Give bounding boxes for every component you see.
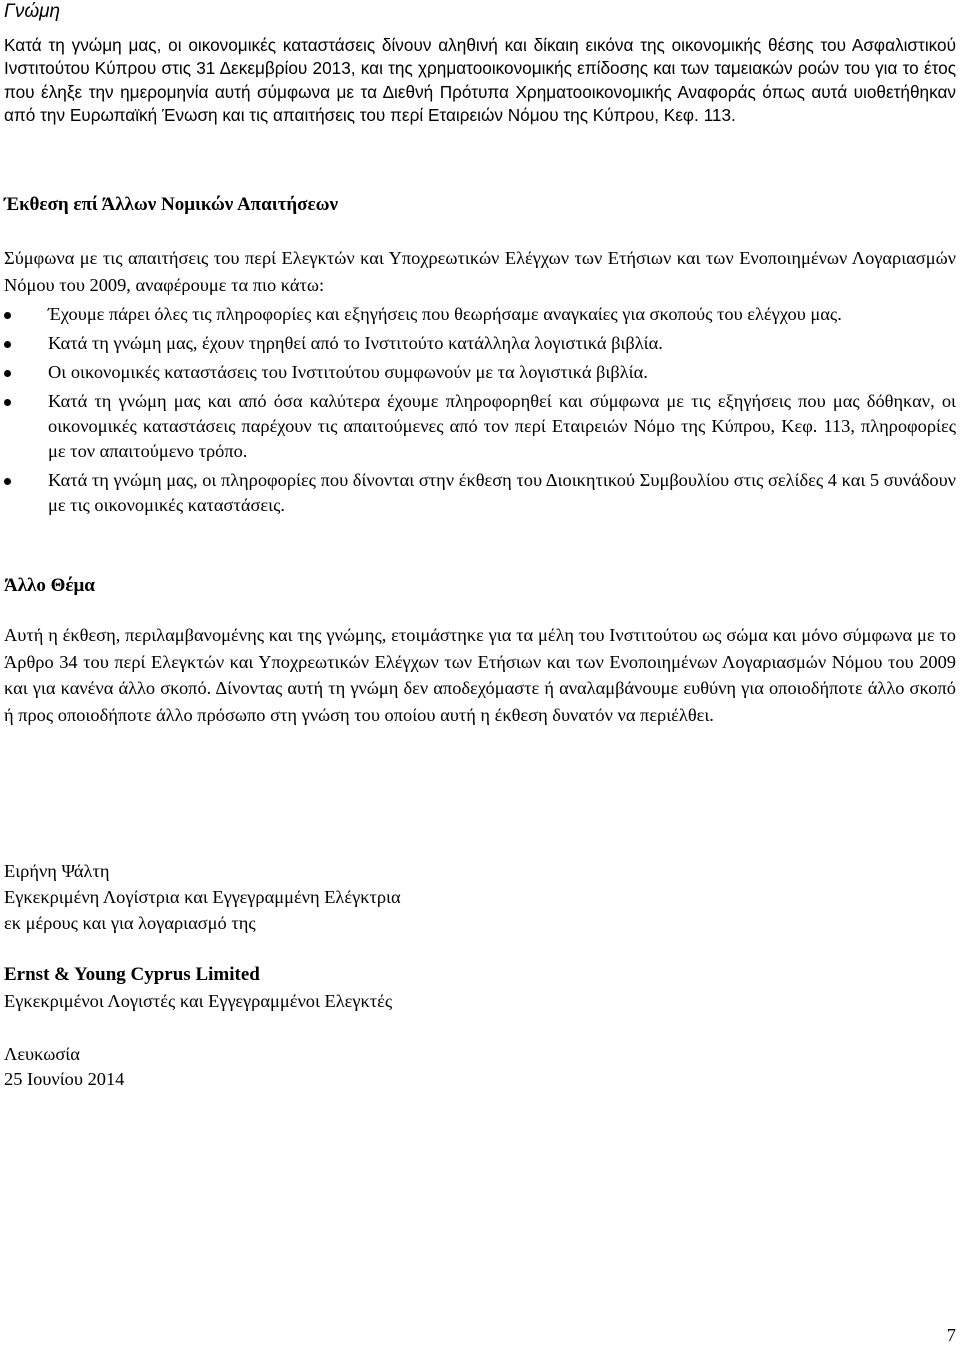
opinion-heading: Γνώμη xyxy=(4,1,61,22)
bullet-item xyxy=(0,302,956,327)
opinion-paragraph: Κατά τη γνώμη μας, οι οικονομικές καταστάσεις δίνουν αληθινή και δίκαιη εικόνα της οικονομικής θέσης του Ασφαλιστικού Ινστιτούτου Κύπρου στις 31 Δεκεμβρίου 2013, και της χρηματοοικονομικής επίδοσης και των ταμειακών ροών του για το έτος που έληξε την ημερομηνία αυτή σύμφωνα με τα Διεθνή Πρότυπα Χρηματοοικονομικής Αναφοράς όπως αυτά υιοθετήθηκαν από την Ευρωπαϊκή Ένωση και τις απαιτήσεις του περί Εταιρειών Νόμου της Κύπρου, Κεφ. 113. xyxy=(4,35,956,126)
page-number: 7 xyxy=(946,1325,956,1345)
signatory-title: Εγκεκριμένη Λογίστρια και Εγγεγραμμένη Ελέγκτρια xyxy=(4,887,401,907)
bullet-icon xyxy=(4,312,11,319)
bullet-item xyxy=(0,331,956,356)
firm-name: Ernst & Young Cyprus Limited xyxy=(4,964,260,985)
bullet-text: Έχουμε πάρει όλες τις πληροφορίες και εξηγήσεις που θεωρήσαμε αναγκαίες για σκοπούς του ελέγχου μας. xyxy=(48,304,842,324)
bullet-text: Κατά τη γνώμη μας και από όσα καλύτερα έχουμε πληροφορηθεί και σύμφωνα με τις εξηγήσεις που μας δόθηκαν, οι οικονομικές καταστάσεις παρέχουν τις απαιτούμενες από τον περί Εταιρειών Νόμο της Κύπρου, Κεφ. 113, πληροφορίες με τον απαιτούμενο τρόπο. xyxy=(48,391,956,461)
bullet-icon xyxy=(4,370,11,377)
other-matter-heading: Άλλο Θέμα xyxy=(4,575,95,596)
signatory-on-behalf: εκ μέρους και για λογαριασμό της xyxy=(4,913,256,933)
signatory-name: Ειρήνη Ψάλτη xyxy=(4,861,110,881)
bullet-text: Κατά τη γνώμη μας, οι πληροφορίες που δίνονται στην έκθεση του Διοικητικού Συμβουλίου στις σελίδες 4 και 5 συνάδουν με τις οικονομικές καταστάσεις. xyxy=(48,470,956,515)
bullet-icon xyxy=(4,399,11,406)
bullet-text: Οι οικονομικές καταστάσεις του Ινστιτούτου συμφωνούν με τα λογιστικά βιβλία. xyxy=(48,362,648,382)
legal-requirements-bullet-list xyxy=(0,302,956,522)
legal-requirements-heading: Έκθεση επί Άλλων Νομικών Απαιτήσεων xyxy=(4,194,338,215)
bullet-icon xyxy=(4,478,11,485)
signature-date: 25 Ιουνίου 2014 xyxy=(4,1069,125,1089)
legal-requirements-intro: Σύμφωνα με τις απαιτήσεις του περί Ελεγκτών και Υποχρεωτικών Ελέγχων των Ετήσιων και των Ενοποιημένων Λογαριασμών Νόμου του 2009, αναφέρουμε τα πιο κάτω: xyxy=(4,248,956,295)
bullet-text: Κατά τη γνώμη μας, έχουν τηρηθεί από το Ινστιτούτο κατάλληλα λογιστικά βιβλία. xyxy=(48,333,663,353)
bullet-item xyxy=(0,389,956,464)
firm-title: Εγκεκριμένοι Λογιστές και Εγγεγραμμένοι Ελεγκτές xyxy=(4,991,393,1011)
bullet-item xyxy=(0,468,956,518)
signature-city: Λευκωσία xyxy=(4,1044,80,1064)
bullet-item xyxy=(0,360,956,385)
other-matter-paragraph: Αυτή η έκθεση, περιλαμβανομένης και της γνώμης, ετοιμάστηκε για τα μέλη του Ινστιτούτου ως σώμα και μόνο σύμφωνα με το Άρθρο 34 του περί Ελεγκτών και Υποχρεωτικών Ελέγχων των Ετήσιων και των Ενοποιημένων Λογαριασμών Νόμου του 2009 και για κανένα άλλο σκοπό. Δίνοντας αυτή τη γνώμη δεν αποδεχόμαστε ή αναλαμβάνουμε ευθύνη για οποιοδήποτε άλλο σκοπό ή προς οποιοδήποτε άλλο πρόσωπο στη γνώση του οποίου αυτή η έκθεση δυνατόν να περιέλθει. xyxy=(4,625,956,725)
bullet-icon xyxy=(4,341,11,348)
